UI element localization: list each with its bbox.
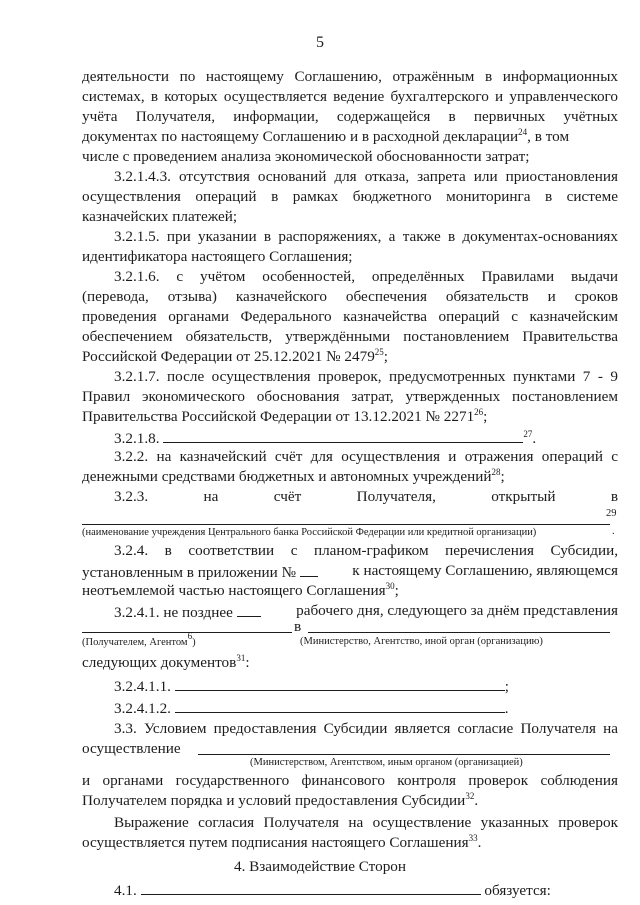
text-line: деятельности по настоящему Соглашению, отражённым в информационных <box>82 68 618 85</box>
text-line: Правительства Российской Федерации от 13.12.2021 № 2271$^{26}$; <box>82 407 488 425</box>
text-line: установленным в приложении № к настоящему Соглашению, являющемся <box>82 562 618 581</box>
text-line: (перевода, отзыва) казначейского обеспечения обязательств и сроков <box>82 288 618 305</box>
clause-3-2-4-1-1: 3.2.4.1.1. ; <box>114 678 509 695</box>
clause-3-2-1-6: 3.2.1.6. с учётом особенностей, определённых Правилами выдачи <box>114 268 618 285</box>
text-line: неотъемлемой частью настоящего Соглашения$^{30}$; <box>82 581 399 599</box>
caption-ministry-instr: (Министерством, Агентством, иным органом (организацией) <box>250 757 523 768</box>
text-line: следующих документов$^{31}$: <box>82 653 250 671</box>
period: . <box>612 526 615 537</box>
text-line: проведения органами Федерального казначейства операций с казначейским <box>82 308 618 325</box>
paragraph-consent: Выражение согласия Получателя на осуществление указанных проверок <box>114 814 618 831</box>
text-line: учёта Получателя, информации, содержащейся в первичных учётных <box>82 108 618 125</box>
text-line: идентификатора настоящего Соглашения; <box>82 248 353 265</box>
blank-line <box>237 602 261 617</box>
blank-line <box>175 676 505 691</box>
clause-3-2-1-7: 3.2.1.7. после осуществления проверок, предусмотренных пунктами 7 - 9 <box>114 368 618 385</box>
clause-3-2-1-5: 3.2.1.5. при указании в распоряжениях, а также в документах-основаниях <box>114 228 618 245</box>
blank-line <box>175 698 505 713</box>
clause-3-2-1-4-3: 3.2.1.4.3. отсутствия оснований для отказа, запрета или приостановления <box>114 168 618 185</box>
clause-3-2-4-1: 3.2.4.1. не позднее рабочего дня, следующего за днём представления <box>114 602 618 621</box>
text-line: Российской Федерации от 25.12.2021 № 2479$^{25}$; <box>82 347 389 365</box>
text-line: обеспечением обязательств, утверждёнными постановлением Правительства <box>82 328 618 345</box>
text-line: и органами государственного финансового контроля проверок соблюдения <box>82 772 618 789</box>
clause-3-2-4-1-2: 3.2.4.1.2. . <box>114 700 509 717</box>
text-line: денежными средствами бюджетных и автономных учреждений$^{28}$; <box>82 467 505 485</box>
section-heading: 4. Взаимодействие Сторон <box>233 858 407 875</box>
clause-3-2-3: 3.2.3. на счёт Получателя, открытый в <box>114 488 618 505</box>
caption-bank: (наименование учреждения Центрального банка Российской Федерации или кредитной организации) <box>82 527 537 538</box>
text-line: Получателем порядка и условий предоставления Субсидии$^{32}$. <box>82 791 479 809</box>
bank-name-line <box>82 524 610 525</box>
text-line: Правил экономического обоснования затрат, утвержденных постановлением <box>82 388 618 405</box>
clause-3-2-2: 3.2.2. на казначейский счёт для осуществления и отражения операций с <box>114 448 618 465</box>
ministry-line <box>308 632 610 633</box>
text-line: осуществляется путем подписания настоящего Соглашения$^{33}$. <box>82 833 482 851</box>
preposition: в <box>294 618 302 635</box>
blank-line <box>300 562 318 577</box>
clause-3-3: 3.3. Условием предоставления Субсидии является согласие Получателя на <box>114 720 618 737</box>
text-line: казначейских платежей; <box>82 208 238 225</box>
ministry-instr-line <box>198 754 610 755</box>
blank-line <box>141 880 481 895</box>
blank-line <box>163 428 523 443</box>
text-line: числе с проведением анализа экономической обоснованности затрат; <box>82 148 530 165</box>
caption-ministry: (Министерство, Агентство, иной орган (организацию) <box>300 636 543 647</box>
text-line: системах, в которых осуществляется ведение бухгалтерского и управленческого <box>82 88 618 105</box>
page-number: 5 <box>316 34 324 51</box>
footnote-ref: 29 <box>606 508 617 519</box>
caption-recipient: (Получателем, Агентом$^6$) <box>82 631 196 648</box>
text-line: осуществление <box>82 740 181 757</box>
text-line: осуществления операций в рамках бюджетного мониторинга в системе <box>82 188 618 205</box>
clause-3-2-1-8: 3.2.1.8. $^{27}$. <box>114 429 537 447</box>
clause-4-1: 4.1. обязуется: <box>114 882 551 899</box>
clause-3-2-4: 3.2.4. в соответствии с планом-графиком перечисления Субсидии, <box>114 542 618 559</box>
text-line: документах по настоящему Соглашению и в расходной декларации$^{24}$, в том <box>82 127 570 145</box>
